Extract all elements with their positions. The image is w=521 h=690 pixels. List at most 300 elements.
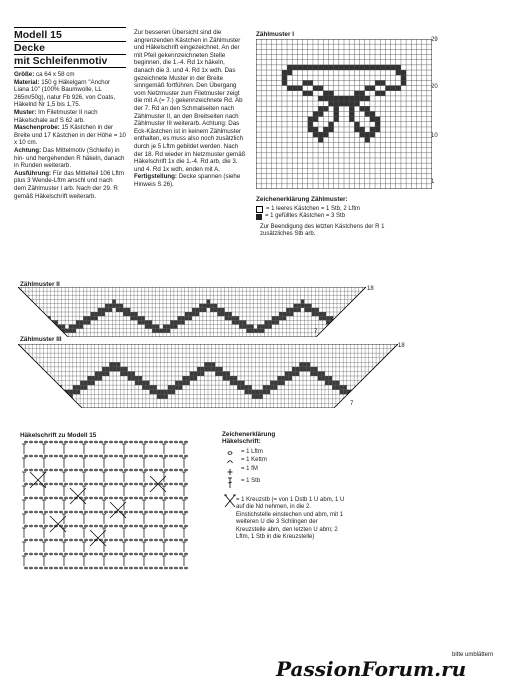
filled-cell	[146, 381, 150, 386]
filled-cell	[236, 320, 240, 324]
filled-cell	[80, 320, 84, 324]
filled-cell	[323, 312, 327, 316]
filled-cell	[318, 106, 323, 111]
filled-cell	[123, 308, 127, 312]
filled-cell	[323, 65, 328, 70]
filled-cell	[123, 312, 127, 316]
filled-cell	[401, 80, 406, 85]
filled-cell	[190, 376, 194, 381]
filled-cell	[303, 80, 308, 85]
filled-cell	[135, 376, 139, 381]
filled-cell	[296, 371, 300, 376]
filled-cell	[221, 312, 225, 316]
filled-cell	[84, 385, 88, 390]
filled-cell	[178, 320, 182, 324]
filled-cell	[339, 96, 344, 101]
filled-cell	[109, 362, 113, 367]
filled-cell	[150, 390, 154, 395]
legend-empty-square: = 1 leeres Kästchen = 1 Stb, 2 Lftm	[256, 206, 436, 213]
filled-cell	[134, 312, 138, 316]
filled-cell	[131, 376, 135, 381]
filled-cell	[277, 376, 281, 381]
filled-cell	[248, 390, 252, 395]
filled-cell	[257, 329, 261, 333]
filled-cell	[215, 367, 219, 372]
filled-cell	[318, 371, 322, 376]
filled-cell	[80, 381, 84, 386]
filled-cell	[375, 117, 380, 122]
filled-cell	[329, 381, 333, 386]
filled-cell	[179, 381, 183, 386]
filled-cell	[257, 325, 261, 329]
filled-cell	[117, 367, 121, 372]
filled-cell	[204, 362, 208, 367]
filled-cell	[245, 390, 249, 395]
filled-cell	[286, 312, 290, 316]
filled-cell	[196, 312, 200, 316]
instructions-middle	[134, 29, 246, 188]
filled-cell	[113, 367, 117, 372]
filled-cell	[332, 381, 336, 386]
filled-cell	[301, 300, 305, 304]
filled-cell	[246, 329, 250, 333]
filled-cell	[325, 376, 329, 381]
filled-cell	[312, 312, 316, 316]
filled-square-icon	[256, 214, 262, 220]
filled-cell	[105, 304, 109, 308]
filled-cell	[365, 106, 370, 111]
filled-cell	[174, 325, 178, 329]
crochet-diagram-label: Häkelschrift zu Modell 15	[20, 432, 97, 439]
filled-cell	[270, 381, 274, 386]
filled-cell	[199, 304, 203, 308]
filled-cell	[178, 316, 182, 320]
filled-cell	[360, 96, 365, 101]
legend-chain: = 1 Lftm	[241, 449, 263, 455]
filled-cell	[396, 86, 401, 91]
filled-cell	[294, 308, 298, 312]
filled-cell	[128, 371, 132, 376]
filled-cell	[120, 367, 124, 372]
filled-cell	[334, 101, 339, 106]
filled-cell	[314, 371, 318, 376]
filled-cell	[332, 385, 336, 390]
filled-cell	[225, 316, 229, 320]
filled-cell	[328, 122, 333, 127]
filled-cell	[139, 376, 143, 381]
filled-cell	[237, 381, 241, 386]
filled-cell	[128, 376, 132, 381]
filled-cell	[318, 376, 322, 381]
filled-cell	[116, 308, 120, 312]
filled-cell	[354, 65, 359, 70]
filled-cell	[315, 312, 319, 316]
filled-cell	[203, 308, 207, 312]
cross-stitch-icon	[224, 495, 236, 507]
filled-cell	[339, 65, 344, 70]
filled-cell	[145, 320, 149, 324]
filled-cell	[323, 132, 328, 137]
filled-cell	[226, 371, 230, 376]
filled-cell	[246, 325, 250, 329]
filled-cell	[102, 371, 106, 376]
filled-cell	[303, 362, 307, 367]
filled-cell	[210, 304, 214, 308]
filled-cell	[370, 65, 375, 70]
instruction-gauge: Maschenprobe: 15 Kästchen in der Breite und 17 Kästchen in der Höhe = 10 x 10 cm.	[14, 124, 126, 147]
filled-cell	[375, 122, 380, 127]
filled-cell	[297, 86, 302, 91]
chain-stitch-icon	[228, 452, 232, 455]
filled-cell	[318, 111, 323, 116]
filled-cell	[98, 312, 102, 316]
filled-cell	[259, 394, 263, 399]
filled-cell	[102, 367, 106, 372]
filled-cell	[310, 367, 314, 372]
filled-cell	[401, 75, 406, 80]
filled-cell	[323, 316, 327, 320]
filled-cell	[308, 80, 313, 85]
filled-cell	[310, 371, 314, 376]
filled-cell	[344, 65, 349, 70]
filled-cell	[83, 320, 87, 324]
filled-cell	[328, 101, 333, 106]
filled-cell	[344, 96, 349, 101]
filled-cell	[385, 65, 390, 70]
filled-cell	[299, 362, 303, 367]
filled-cell	[268, 325, 272, 329]
filled-cell	[323, 96, 328, 101]
filled-cell	[360, 65, 365, 70]
filled-cell	[380, 65, 385, 70]
filled-cell	[167, 325, 171, 329]
filled-cell	[214, 308, 218, 312]
chart-3-row-7: 7	[350, 401, 354, 407]
filled-cell	[313, 86, 318, 91]
filled-cell	[76, 320, 80, 324]
filled-cell	[124, 371, 128, 376]
filled-cell	[360, 91, 365, 96]
crochet-diagram	[18, 440, 196, 578]
filled-cell	[391, 86, 396, 91]
legend-single: = 1 fM	[241, 466, 258, 472]
filled-cell	[261, 329, 265, 333]
symbol-legend-title-2: Häkelschrift:	[222, 438, 261, 445]
filled-cell	[281, 376, 285, 381]
filled-cell	[193, 371, 197, 376]
filled-cell	[321, 376, 325, 381]
instruction-continued: Zur besseren Übersicht sind die angrenzenden Kästchen in Zählmuster und Häkelschrift eingezeichnet. An der mit Pfeil gekennzeichneten Stelle beginnen, die 1.-4. Rd 1x häkeln, danach die 3. und 4. Rd 1x wdh. Das gezeichnete Muster in der Breite sinngemäß fortführen. Den Übergang vom Netzmuster zum Filetmuster zeigt die mit A (= 7.) gekennzeichnete Rd. Ab der 7. Rd an den Schmalseiten nach Zählmuster II, an den Breitseiten nach Zählmuster III weiterarb. Achtung: Das Eck-Kästchen ist in keinem Zählmuster enthalten, es muss also noch zusätzlich durch je 5 Lftm gebildet werden. Nach der 18. Rd wieder im Netzmuster gemäß Häkelschrift 1x die 1.-4. Rd arb, die 3. und 4. Rd 1x wdh, enden mit A.	[134, 29, 246, 173]
filled-cell	[252, 394, 256, 399]
instruction-attention: Achtung: Das Mittelmotiv (Schleife) in hin- und hergehenden R häkeln, danach in Runden weiterarb.	[14, 146, 125, 170]
filled-cell	[234, 381, 238, 386]
filled-cell	[265, 320, 269, 324]
instruction-material: Material: 150 g Häkelgarn "Anchor Liana 10" (100% Baumwolle, LL 265m/50g), natur Fb 926, von Coats, Häkelnd Nr 1,5 bis 1,75.	[14, 78, 116, 109]
filled-cell	[370, 132, 375, 137]
filled-cell	[243, 325, 247, 329]
filled-cell	[80, 325, 84, 329]
filled-cell	[113, 362, 117, 367]
filled-cell	[65, 329, 69, 333]
filled-cell	[156, 329, 160, 333]
filled-cell	[304, 304, 308, 308]
filled-cell	[201, 371, 205, 376]
filled-cell	[290, 312, 294, 316]
filled-cell	[179, 385, 183, 390]
filled-cell	[153, 390, 157, 395]
filled-cell	[204, 367, 208, 372]
filled-cell	[139, 381, 143, 386]
filled-cell	[396, 65, 401, 70]
filled-cell	[292, 367, 296, 372]
filled-cell	[281, 381, 285, 386]
filled-cell	[328, 96, 333, 101]
filled-cell	[142, 381, 146, 386]
filled-cell	[248, 385, 252, 390]
filled-cell	[212, 367, 216, 372]
filled-cell	[152, 325, 156, 329]
filled-cell	[283, 312, 287, 316]
empty-square-icon	[256, 206, 263, 213]
filled-cell	[167, 329, 171, 333]
filled-cell	[256, 390, 260, 395]
filled-cell	[254, 329, 258, 333]
filled-cell	[149, 320, 153, 324]
filled-cell	[95, 376, 99, 381]
chart-1-row-29: 29	[431, 37, 438, 43]
filled-cell	[285, 376, 289, 381]
filled-cell	[304, 308, 308, 312]
filled-cell	[87, 316, 91, 320]
filled-cell	[287, 70, 292, 75]
filled-cell	[152, 329, 156, 333]
filled-cell	[127, 308, 131, 312]
filled-cell	[112, 300, 116, 304]
filled-cell	[268, 320, 272, 324]
filled-cell	[83, 316, 87, 320]
filled-cell	[375, 91, 380, 96]
filled-cell	[326, 316, 330, 320]
legend-note: Zur Beendigung des letzten Kästchens der R 1 zusätzliches Stb arb.	[260, 223, 385, 238]
filled-cell	[292, 86, 297, 91]
filled-cell	[73, 385, 77, 390]
filled-cell	[319, 312, 323, 316]
filled-cell	[182, 381, 186, 386]
filled-cell	[329, 376, 333, 381]
filled-cell	[223, 376, 227, 381]
filled-cell	[185, 316, 189, 320]
filled-cell	[106, 371, 110, 376]
filled-cell	[175, 385, 179, 390]
filled-cell	[197, 367, 201, 372]
filled-cell	[259, 390, 263, 395]
filled-cell	[297, 304, 301, 308]
filled-cell	[279, 316, 283, 320]
filled-cell	[182, 376, 186, 381]
filled-cell	[272, 316, 276, 320]
filled-cell	[272, 320, 276, 324]
chart-legend	[256, 196, 436, 239]
filled-cell	[370, 111, 375, 116]
filled-cell	[334, 111, 339, 116]
filled-cell	[354, 91, 359, 96]
filled-cell	[328, 65, 333, 70]
filled-cell	[294, 304, 298, 308]
filled-cell	[250, 325, 254, 329]
filled-cell	[318, 65, 323, 70]
filled-cell	[225, 312, 229, 316]
filled-cell	[354, 122, 359, 127]
model-title: Modell 15	[14, 27, 126, 41]
filled-cell	[314, 367, 318, 372]
filled-cell	[159, 329, 163, 333]
filled-cell	[228, 312, 232, 316]
model-subtitle-1: Decke	[14, 41, 126, 54]
filled-cell	[95, 371, 99, 376]
filled-cell	[163, 325, 167, 329]
instruction-execution: Ausführung: Für das Mittelteil 106 Lftm plus 3 Wende-Lftm anschl und nach dem Zählmuster I arb. Nach der 29. R gemäß Häkelschrift weiterarb.	[14, 169, 125, 200]
filled-cell	[261, 325, 265, 329]
filled-cell	[365, 132, 370, 137]
turn-page-note: bitte umblättern	[452, 652, 494, 658]
filled-cell	[174, 320, 178, 324]
filled-cell	[285, 371, 289, 376]
filled-cell	[252, 390, 256, 395]
filled-cell	[303, 65, 308, 70]
filled-cell	[120, 304, 124, 308]
filled-cell	[186, 381, 190, 386]
filled-cell	[375, 80, 380, 85]
filled-cell	[365, 65, 370, 70]
filled-cell	[275, 316, 279, 320]
filled-cell	[313, 65, 318, 70]
filled-cell	[354, 127, 359, 132]
filled-cell	[282, 75, 287, 80]
filled-cell	[292, 371, 296, 376]
filled-cell	[232, 316, 236, 320]
filled-cell	[349, 96, 354, 101]
filled-cell	[228, 316, 232, 320]
filled-cell	[219, 367, 223, 372]
filled-cell	[80, 385, 84, 390]
filled-cell	[196, 308, 200, 312]
filled-cell	[153, 385, 157, 390]
filled-cell	[236, 316, 240, 320]
filled-cell	[120, 308, 124, 312]
filled-cell	[101, 312, 105, 316]
filled-cell	[303, 367, 307, 372]
instruction-size: Größe: ca 64 x 58 cm	[14, 71, 75, 78]
filled-cell	[308, 304, 312, 308]
filled-cell	[325, 381, 329, 386]
filled-cell	[221, 308, 225, 312]
filled-cell	[334, 96, 339, 101]
filled-cell	[230, 381, 234, 386]
filled-cell	[375, 127, 380, 132]
filled-cell	[157, 390, 161, 395]
filled-cell	[307, 367, 311, 372]
filled-cell	[303, 91, 308, 96]
filled-cell	[116, 304, 120, 308]
filled-cell	[239, 320, 243, 324]
filled-cell	[135, 381, 139, 386]
filled-cell	[130, 316, 134, 320]
filled-cell	[164, 394, 168, 399]
filled-cell	[156, 325, 160, 329]
filled-cell	[109, 304, 113, 308]
filled-cell	[349, 106, 354, 111]
filled-cell	[266, 390, 270, 395]
filled-cell	[212, 362, 216, 367]
filled-cell	[94, 316, 98, 320]
filled-cell	[105, 308, 109, 312]
filled-cell	[157, 394, 161, 399]
filled-cell	[208, 362, 212, 367]
filled-cell	[237, 385, 241, 390]
filled-cell	[207, 304, 211, 308]
filled-cell	[370, 117, 375, 122]
filled-cell	[127, 312, 131, 316]
filled-cell	[323, 91, 328, 96]
filled-cell	[365, 86, 370, 91]
filled-cell	[241, 381, 245, 386]
filled-cell	[340, 385, 344, 390]
filled-cell	[94, 312, 98, 316]
chart-3-grid	[18, 344, 398, 408]
legend-slip: = 1 Kettm	[241, 457, 267, 463]
filled-cell	[313, 127, 318, 132]
filled-cell	[307, 362, 311, 367]
filled-cell	[318, 96, 323, 101]
chart-legend-title: Zeichenerklärung Zählmuster:	[256, 196, 348, 203]
filled-cell	[365, 137, 370, 142]
filled-cell	[340, 390, 344, 395]
filled-cell	[168, 390, 172, 395]
chart3-gridlines	[18, 344, 398, 408]
filled-cell	[223, 371, 227, 376]
filled-cell	[141, 316, 145, 320]
filled-cell	[287, 86, 292, 91]
filled-cell	[72, 325, 76, 329]
filled-cell	[301, 304, 305, 308]
filled-cell	[315, 308, 319, 312]
filled-cell	[375, 65, 380, 70]
filled-cell	[308, 122, 313, 127]
filled-cell	[296, 367, 300, 372]
filled-cell	[308, 65, 313, 70]
filled-cell	[171, 385, 175, 390]
filled-cell	[313, 132, 318, 137]
filled-cell	[168, 385, 172, 390]
filled-cell	[138, 316, 142, 320]
filled-cell	[181, 316, 185, 320]
filled-cell	[365, 96, 370, 101]
filled-cell	[146, 385, 150, 390]
filled-cell	[109, 367, 113, 372]
filled-cell	[308, 117, 313, 122]
filled-cell	[87, 381, 91, 386]
filled-cell	[282, 70, 287, 75]
filled-cell	[339, 101, 344, 106]
filled-cell	[150, 385, 154, 390]
filled-cell	[312, 308, 316, 312]
filled-cell	[171, 390, 175, 395]
filled-cell	[117, 362, 121, 367]
filled-cell	[318, 86, 323, 91]
filled-cell	[263, 385, 267, 390]
filled-cell	[354, 101, 359, 106]
filled-cell	[199, 308, 203, 312]
